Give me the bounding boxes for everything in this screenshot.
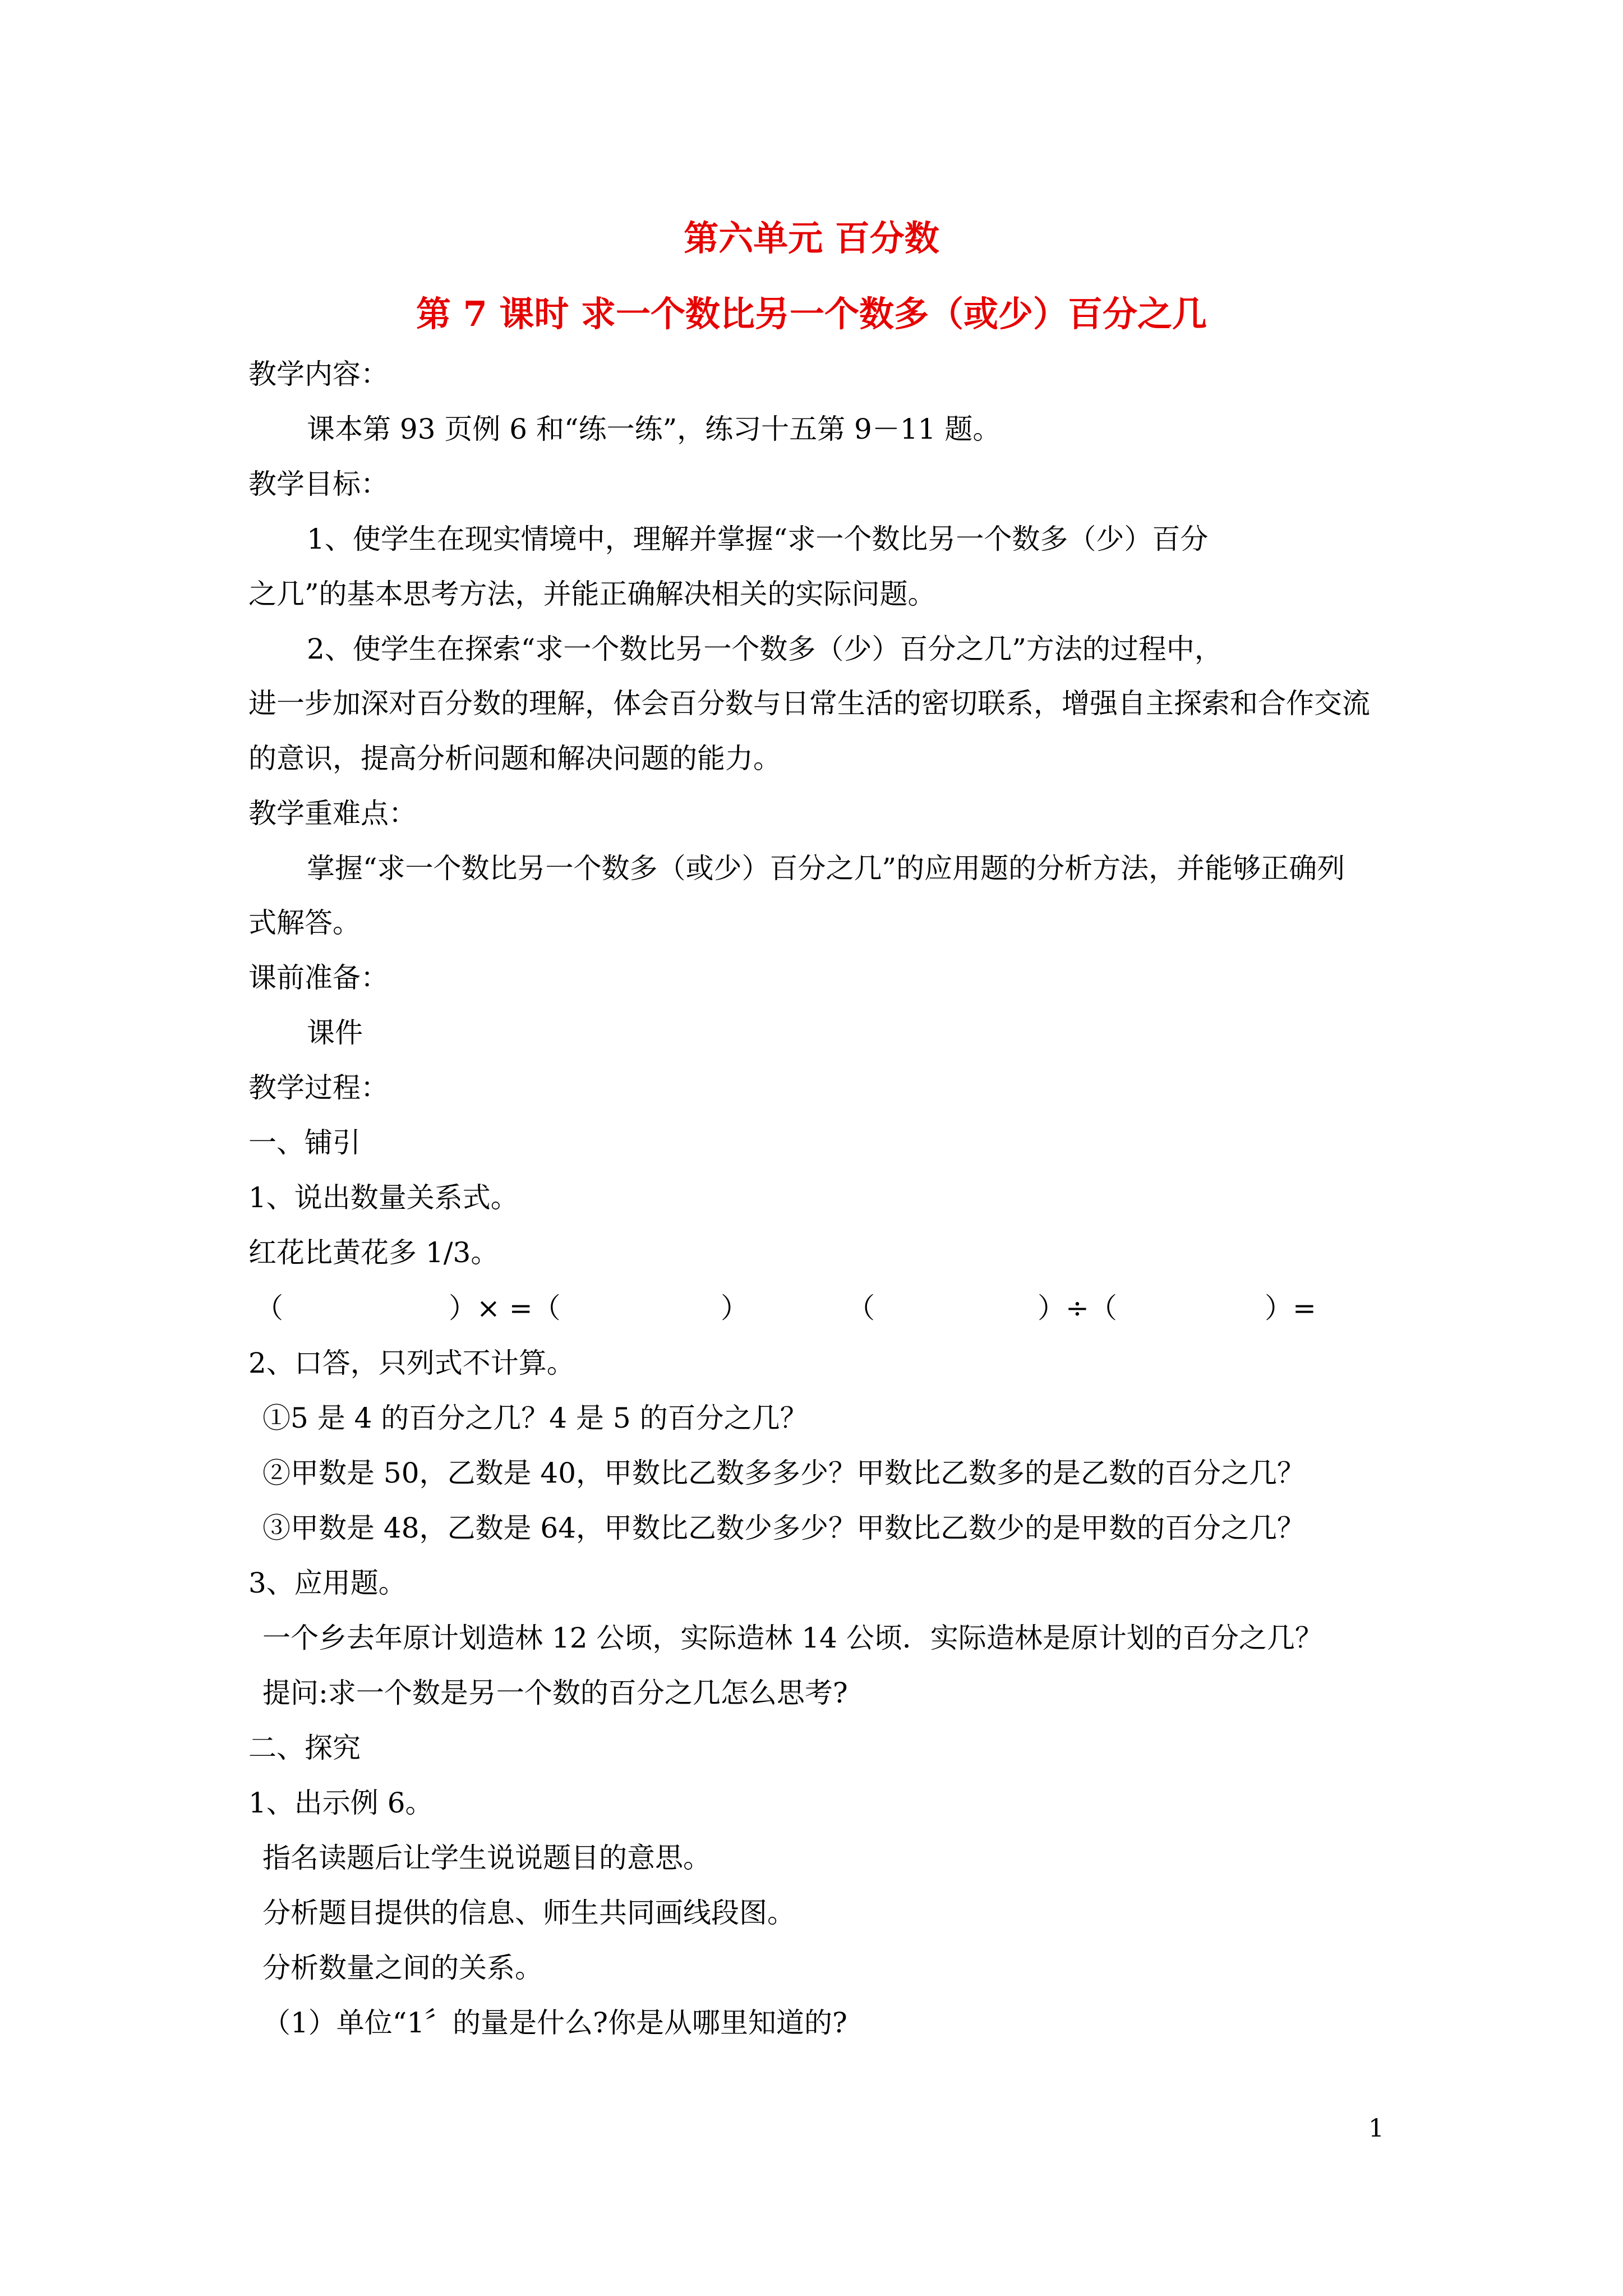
blank-left-end: ） — [721, 1292, 749, 1324]
item1: 1、说出数量关系式。 — [248, 1181, 519, 1214]
goal1-line1: 1、使学生在现实情境中，理解并掌握“求一个数比另一个数多（少）百分 — [307, 523, 1209, 555]
item3-problem: 一个乡去年原计划造林 12 公顷，实际造林 14 公顷．实际造林是原计划的百分之几？ — [262, 1622, 1323, 1654]
blank-left-open: （ — [255, 1292, 283, 1324]
part2-item1: 1、出示例 6。 — [248, 1787, 434, 1819]
process-heading: 教学过程： — [248, 1071, 389, 1104]
item3: 3、应用题。 — [248, 1567, 407, 1599]
prep-heading: 课前准备： — [248, 961, 389, 994]
goal2-line3: 的意识，提高分析问题和解决问题的能力。 — [248, 742, 781, 775]
part2-step2: 分析题目提供的信息、师生共同画线段图。 — [262, 1897, 795, 1929]
blank-right-open: （ — [847, 1292, 875, 1324]
prep-text: 课件 — [307, 1016, 363, 1049]
blank-right-end: ）= — [1265, 1292, 1316, 1324]
item2-q1: ①5 是 4 的百分之几？4 是 5 的百分之几？ — [262, 1402, 808, 1434]
unit-title: 第六单元 百分数 — [684, 218, 939, 259]
key-heading: 教学重难点： — [248, 797, 417, 830]
part2-step3: 分析数量之间的关系。 — [262, 1952, 543, 1984]
goals-heading: 教学目标： — [248, 468, 389, 500]
part1-heading: 一、铺引 — [248, 1126, 361, 1159]
content-text: 课本第 93 页例 6 和“练一练”，练习十五第 9－11 题。 — [307, 413, 1001, 445]
key-line1: 掌握“求一个数比另一个数多（或少）百分之几”的应用题的分析方法，并能够正确列 — [307, 852, 1345, 885]
lesson-title: 第 7 课时 求一个数比另一个数多（或少）百分之几 — [416, 293, 1207, 334]
item2-q3: ③甲数是 48，乙数是 64，甲数比乙数少多少？甲数比乙数少的是甲数的百分之几？ — [262, 1512, 1306, 1544]
goal1-line2: 之几”的基本思考方法，并能正确解决相关的实际问题。 — [248, 578, 936, 610]
part2-step1: 指名读题后让学生说说题目的意思。 — [262, 1842, 711, 1874]
blank-right-close: ）÷（ — [1038, 1292, 1117, 1324]
item2: 2、口答，只列式不计算。 — [248, 1347, 575, 1379]
part2-heading: 二、探究 — [248, 1732, 361, 1764]
goal2-line1: 2、使学生在探索“求一个数比另一个数多（少）百分之几”方法的过程中， — [307, 633, 1223, 665]
blank-left-close: ）× =（ — [449, 1292, 561, 1324]
part2-step4: （1）单位“1〞的量是什么?你是从哪里知道的? — [262, 2007, 847, 2039]
item3-question: 提问:求一个数是另一个数的百分之几怎么思考? — [262, 1677, 848, 1709]
key-line2: 式解答。 — [248, 907, 361, 939]
item1-example: 红花比黄花多 1/3。 — [248, 1236, 499, 1269]
item2-q2: ②甲数是 50，乙数是 40，甲数比乙数多多少？甲数比乙数多的是乙数的百分之几？ — [262, 1457, 1306, 1489]
page-number: 1 — [1368, 2114, 1384, 2143]
goal2-line2: 进一步加深对百分数的理解，体会百分数与日常生活的密切联系，增强自主探索和合作交流 — [248, 687, 1370, 720]
content-heading: 教学内容： — [248, 358, 389, 390]
